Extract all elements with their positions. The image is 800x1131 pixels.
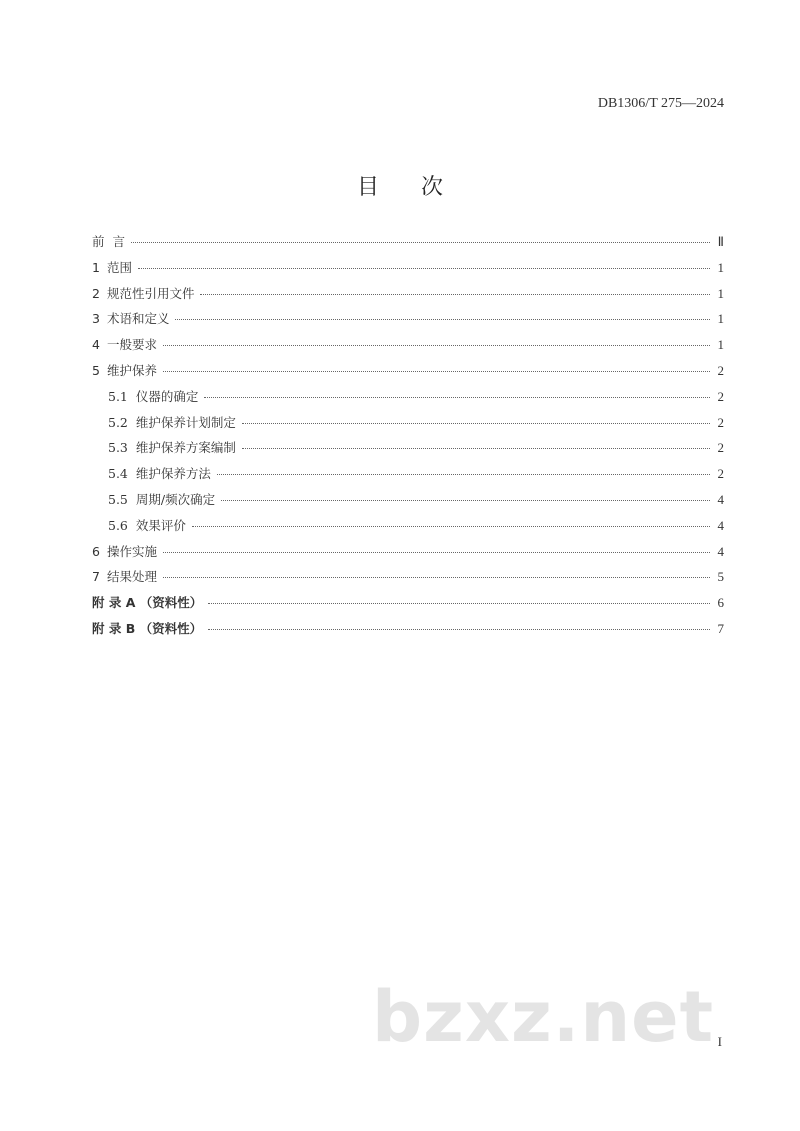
toc-entry-text: 仪器的确定 [135, 388, 199, 404]
toc-entry-label [108, 464, 211, 482]
toc-entry[interactable] [92, 361, 724, 387]
toc-entry-text: 维护保养方案编制 [135, 440, 236, 456]
toc-entry[interactable] [92, 438, 724, 464]
toc-entry-page: 6 [717, 595, 724, 611]
toc-entry-text: 范围 [106, 259, 132, 275]
toc-entry-text: 前 言 [92, 234, 125, 249]
toc-dot-leader [217, 474, 710, 475]
toc-entry[interactable] [92, 258, 724, 284]
toc-dot-leader [242, 423, 710, 424]
toc-dot-leader [208, 603, 710, 604]
toc-entry-label [92, 284, 194, 302]
toc-entry[interactable] [92, 413, 724, 439]
toc-entry-label [108, 387, 198, 405]
toc-entry-number: 3 [92, 311, 100, 327]
toc-entry-label [108, 438, 236, 456]
toc-entry-number: 5.2 [108, 414, 128, 430]
watermark: bzxz.net [372, 976, 715, 1058]
toc-entry-page: 2 [717, 414, 724, 430]
toc-entry-text: 操作实施 [106, 543, 157, 559]
toc-entry[interactable] [92, 516, 724, 542]
toc-entry-text: 结果处理 [106, 569, 157, 585]
table-of-contents [92, 232, 724, 645]
toc-entry-page: 4 [717, 491, 724, 507]
toc-entry-page: 4 [717, 517, 724, 533]
toc-dot-leader [242, 448, 710, 449]
toc-entry[interactable] [92, 542, 724, 568]
toc-entry-text: 一般要求 [106, 337, 157, 353]
toc-dot-leader [163, 345, 710, 346]
toc-entry-number: 5.1 [108, 388, 128, 404]
toc-entry[interactable] [92, 232, 724, 258]
toc-entry-label [108, 516, 186, 534]
toc-entry-page: 4 [717, 543, 724, 559]
toc-entry-number: 5 [92, 362, 100, 378]
toc-entry-label [108, 490, 215, 508]
toc-entry-label [92, 542, 157, 560]
toc-entry-text: 维护保养 [106, 362, 157, 378]
toc-entry[interactable] [92, 490, 724, 516]
toc-entry[interactable] [92, 464, 724, 490]
toc-entry-number: 2 [92, 285, 100, 301]
toc-entry-number: 5.6 [108, 517, 128, 533]
toc-entry-text: 术语和定义 [106, 311, 170, 327]
toc-entry-label [92, 567, 157, 585]
toc-dot-leader [163, 577, 710, 578]
toc-entry-number: 1 [92, 259, 100, 275]
toc-entry-page: 5 [717, 569, 724, 585]
toc-entry[interactable] [92, 387, 724, 413]
toc-entry-text: 效果评价 [135, 517, 186, 533]
toc-entry-number: 5.5 [108, 491, 128, 507]
toc-entry-text: 附 录 A （资料性） [92, 595, 203, 611]
toc-entry-label [92, 361, 157, 379]
toc-entry-label [92, 593, 202, 611]
toc-entry-page: 1 [717, 285, 724, 301]
toc-entry-label [92, 309, 169, 327]
toc-dot-leader [208, 629, 710, 630]
toc-dot-leader [200, 294, 710, 295]
toc-entry-text: 规范性引用文件 [106, 285, 195, 301]
toc-entry-page: 7 [717, 620, 724, 636]
toc-entry-label [92, 232, 125, 250]
toc-entry-page: 2 [717, 440, 724, 456]
toc-entry-page: 2 [717, 388, 724, 404]
toc-entry[interactable] [92, 284, 724, 310]
toc-entry-text: 附 录 B （资料性） [92, 620, 203, 636]
toc-entry-text: 周期/频次确定 [135, 491, 216, 507]
toc-dot-leader [138, 268, 710, 269]
toc-entry-number: 6 [92, 543, 100, 559]
toc-dot-leader [131, 242, 710, 243]
toc-entry-label [92, 258, 132, 276]
toc-entry[interactable] [92, 567, 724, 593]
document-code: DB1306/T 275—2024 [597, 96, 724, 111]
toc-entry-number: 4 [92, 337, 100, 353]
toc-dot-leader [163, 371, 710, 372]
toc-entry[interactable] [92, 309, 724, 335]
toc-entry-page: 1 [717, 311, 724, 327]
toc-entry-text: 维护保养方法 [135, 466, 211, 482]
toc-entry-number: 7 [92, 569, 100, 585]
page-title: 目次 [356, 175, 485, 200]
toc-entry[interactable] [92, 619, 724, 645]
toc-entry-page: 1 [717, 337, 724, 353]
toc-entry-label [108, 413, 236, 431]
page-number: I [717, 1034, 722, 1049]
toc-entry-page: 1 [717, 259, 724, 275]
toc-entry-page: 2 [717, 362, 724, 378]
toc-dot-leader [204, 397, 710, 398]
toc-dot-leader [163, 552, 710, 553]
toc-entry-page: 2 [717, 466, 724, 482]
toc-entry-label [92, 619, 202, 637]
toc-entry[interactable] [92, 335, 724, 361]
toc-dot-leader [221, 500, 710, 501]
toc-dot-leader [192, 526, 710, 527]
toc-entry[interactable] [92, 593, 724, 619]
toc-entry-number: 5.4 [108, 466, 128, 482]
toc-entry-text: 维护保养计划制定 [135, 414, 236, 430]
toc-entry-number: 5.3 [108, 440, 128, 456]
toc-entry-page: Ⅱ [717, 234, 724, 249]
toc-dot-leader [175, 319, 710, 320]
toc-entry-label [92, 335, 157, 353]
